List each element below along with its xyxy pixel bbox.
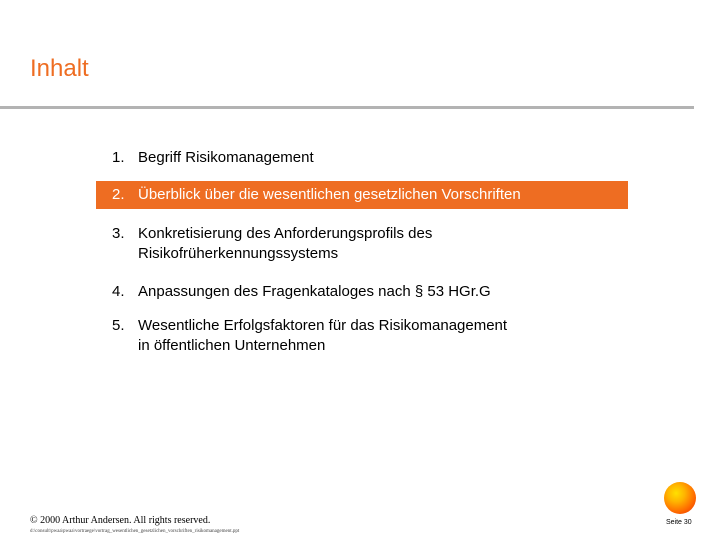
agenda-item-line: Risikofrüherkennungssystems [138, 245, 339, 262]
agenda-item-label [138, 224, 618, 264]
copyright-notice: © 2000 Arthur Andersen. All rights reserved. [30, 515, 211, 526]
agenda-item-label: Anpassungen des Fragenkataloges nach § 53 HGr.G [138, 283, 491, 300]
agenda-item-number: 5. [112, 317, 125, 334]
company-logo-sphere [664, 482, 696, 514]
agenda-item-label: Begriff Risikomanagement [138, 149, 314, 166]
title-divider [0, 106, 694, 109]
agenda-item-label: Überblick über die wesentlichen gesetzlichen Vorschriften [138, 186, 521, 203]
agenda-item-number: 2. [112, 186, 125, 203]
agenda-item-number: 4. [112, 283, 125, 300]
agenda-item-line: Konkretisierung des Anforderungsprofils des [138, 225, 433, 242]
agenda-item-number: 3. [112, 225, 125, 242]
agenda-item-number: 1. [112, 149, 125, 166]
agenda-item-line: Wesentliche Erfolgsfaktoren für das Risikomanagement [138, 317, 508, 334]
file-path: d:\consult\pwaa\pwaa\vortraege\vortrag_wesentlichen_gesetzlichen_vorschriften_risikomanagement.ppt [30, 529, 240, 534]
agenda-item-2-active[interactable] [96, 181, 628, 209]
agenda-item-label [138, 316, 618, 356]
page-number: Seite 30 [666, 519, 692, 526]
agenda-item-line: in öffentlichen Unternehmen [138, 337, 326, 354]
slide-title: Inhalt [30, 55, 89, 82]
